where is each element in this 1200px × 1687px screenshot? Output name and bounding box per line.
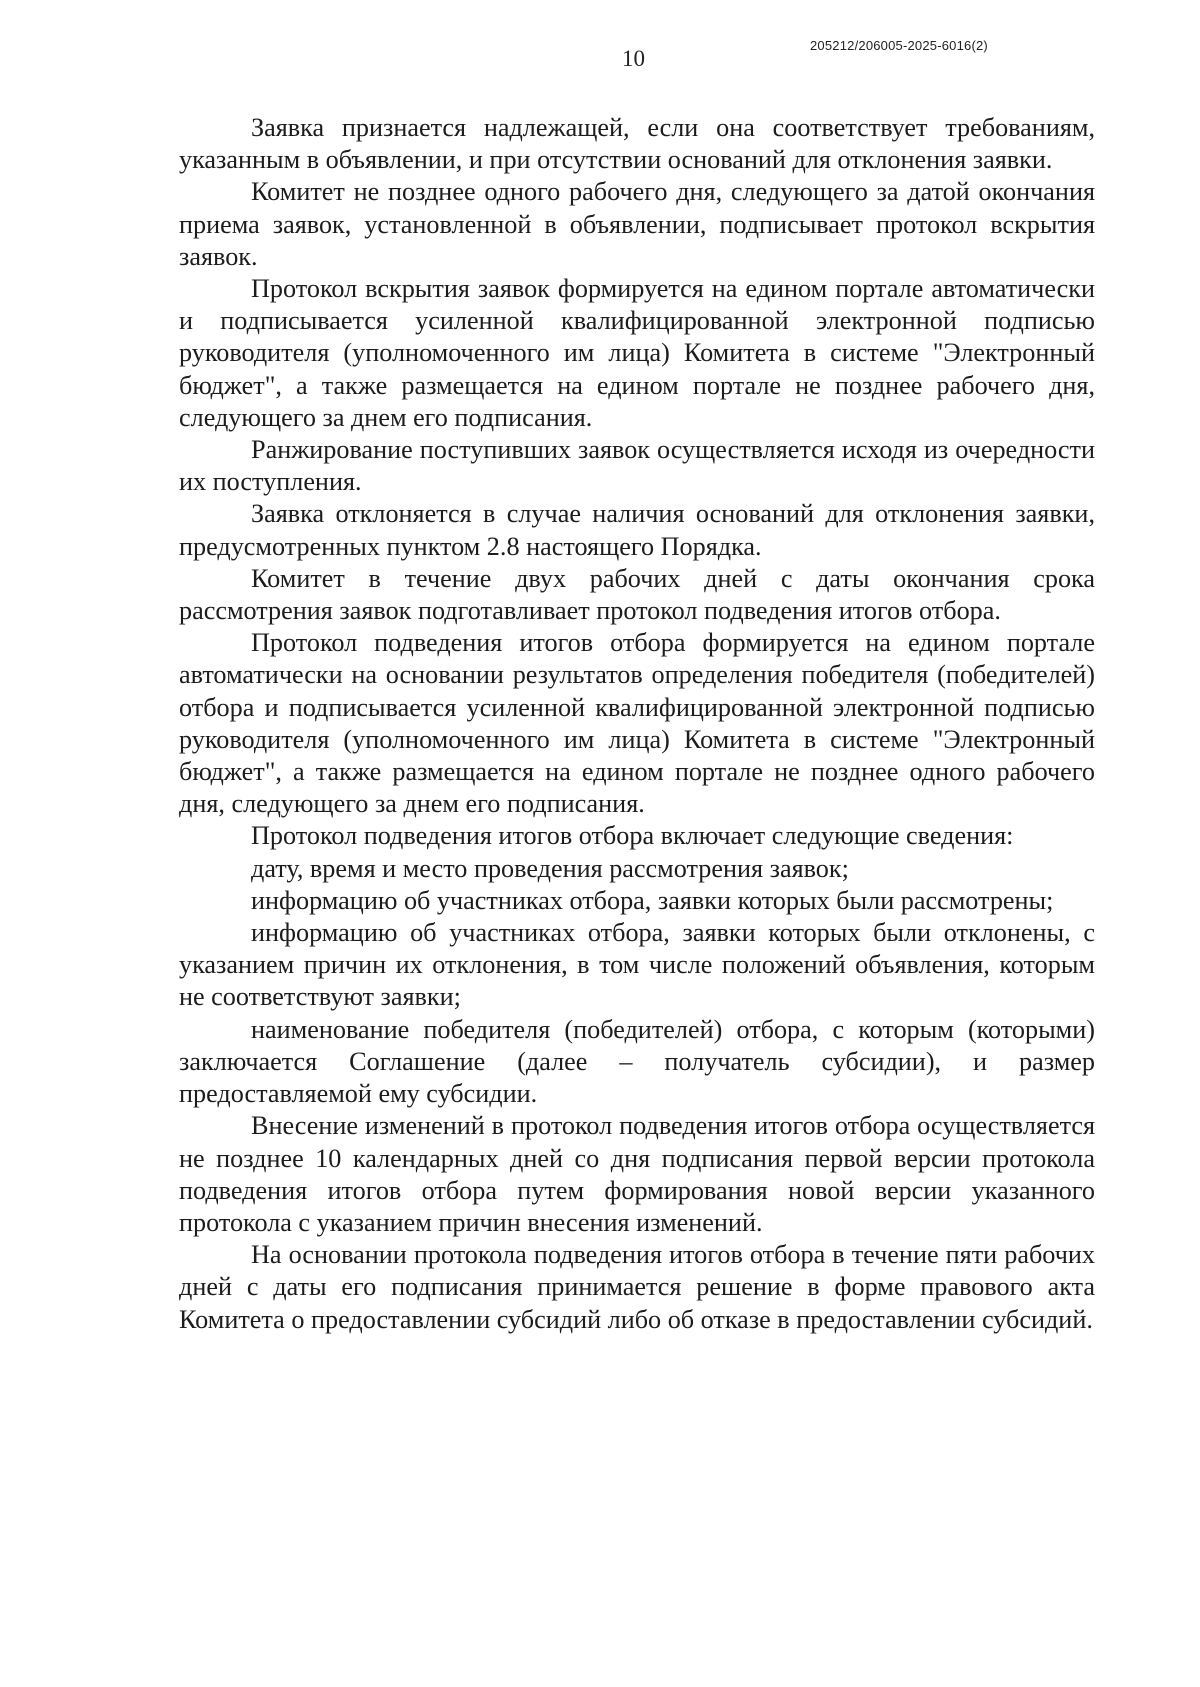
paragraph-committee-signs-opening: Комитет не позднее одного рабочего дня, следующего за датой окончания приема заявок, установленной в объявлении, подписывает протокол вскрытия заявок. (179, 177, 1095, 271)
paragraph-subsidy-decision: На основании протокола подведения итогов отбора в течение пяти рабочих дней с даты его подписания принимается решение в форме правового акта Комитета о предоставлении субсидий либо об отказе в предоставлении субсидий. (179, 1240, 1095, 1334)
list-item-winner-name: наименование победителя (победителей) отбора, с которым (которыми) заключается Соглашение (далее – получатель субсидии), и размер предоставляемой ему субсидии. (179, 1014, 1095, 1109)
paragraph-opening-protocol: Протокол вскрытия заявок формируется на едином портале автоматически и подписывается усиленной квалифицированной электронной подписью руководителя (уполномоченного им лица) Комитета в системе "Электронный бюджет", а также размещается на едином портале не позднее рабочего дня, следующего за днем его подписания. (179, 274, 1095, 432)
document-registration-number: 205212/206005-2025-6016(2) (810, 38, 988, 53)
paragraph-protocol-contents: Протокол подведения итогов отбора включает следующие сведения: (251, 821, 1014, 851)
paragraph-protocol-amendments: Внесение изменений в протокол подведения итогов отбора осуществляется не позднее 10 календарных дней со дня подписания первой версии протокола подведения итогов отбора путем формирования новой версии указанного протокола с указанием причин внесения изменений. (179, 1111, 1095, 1237)
paragraph-rejection: Заявка отклоняется в случае наличия оснований для отклонения заявки, предусмотренных пунктом 2.8 настоящего Порядка. (179, 499, 1095, 561)
paragraph-results-preparation: Комитет в течение двух рабочих дней с даты окончания срока рассмотрения заявок подготавливает протокол подведения итогов отбора. (179, 563, 1095, 626)
paragraph-ranking: Ранжирование поступивших заявок осуществляется исходя из очередности их поступления. (179, 435, 1095, 497)
paragraph-results-protocol: Протокол подведения итогов отбора формируется на едином портале автоматически на основании результатов определения победителя (победителей) отбора и подписывается усиленной квалифицированной электронной подписью руководителя (уполномоченного им лица) Комитета в системе "Электронный бюджет", а также размещается на едином портале не позднее одного рабочего дня, следующего за днем его подписания. (179, 628, 1095, 819)
page-number: 10 (622, 46, 645, 71)
list-item-considered-participants: информацию об участниках отбора, заявки которых были рассмотрены; (251, 885, 1054, 915)
list-item-date-time-place: дату, время и место проведения рассмотрения заявок; (251, 853, 849, 883)
list-item-rejected-participants: информацию об участниках отбора, заявки которых были отклонены, с указанием причин их отклонения, в том числе положений объявления, которым не соответствуют заявки; (179, 918, 1095, 1012)
document-body (179, 112, 1095, 1336)
paragraph-application-proper: Заявка признается надлежащей, если она соответствует требованиям, указанным в объявлении, и при отсутствии оснований для отклонения заявки. (179, 113, 1095, 175)
